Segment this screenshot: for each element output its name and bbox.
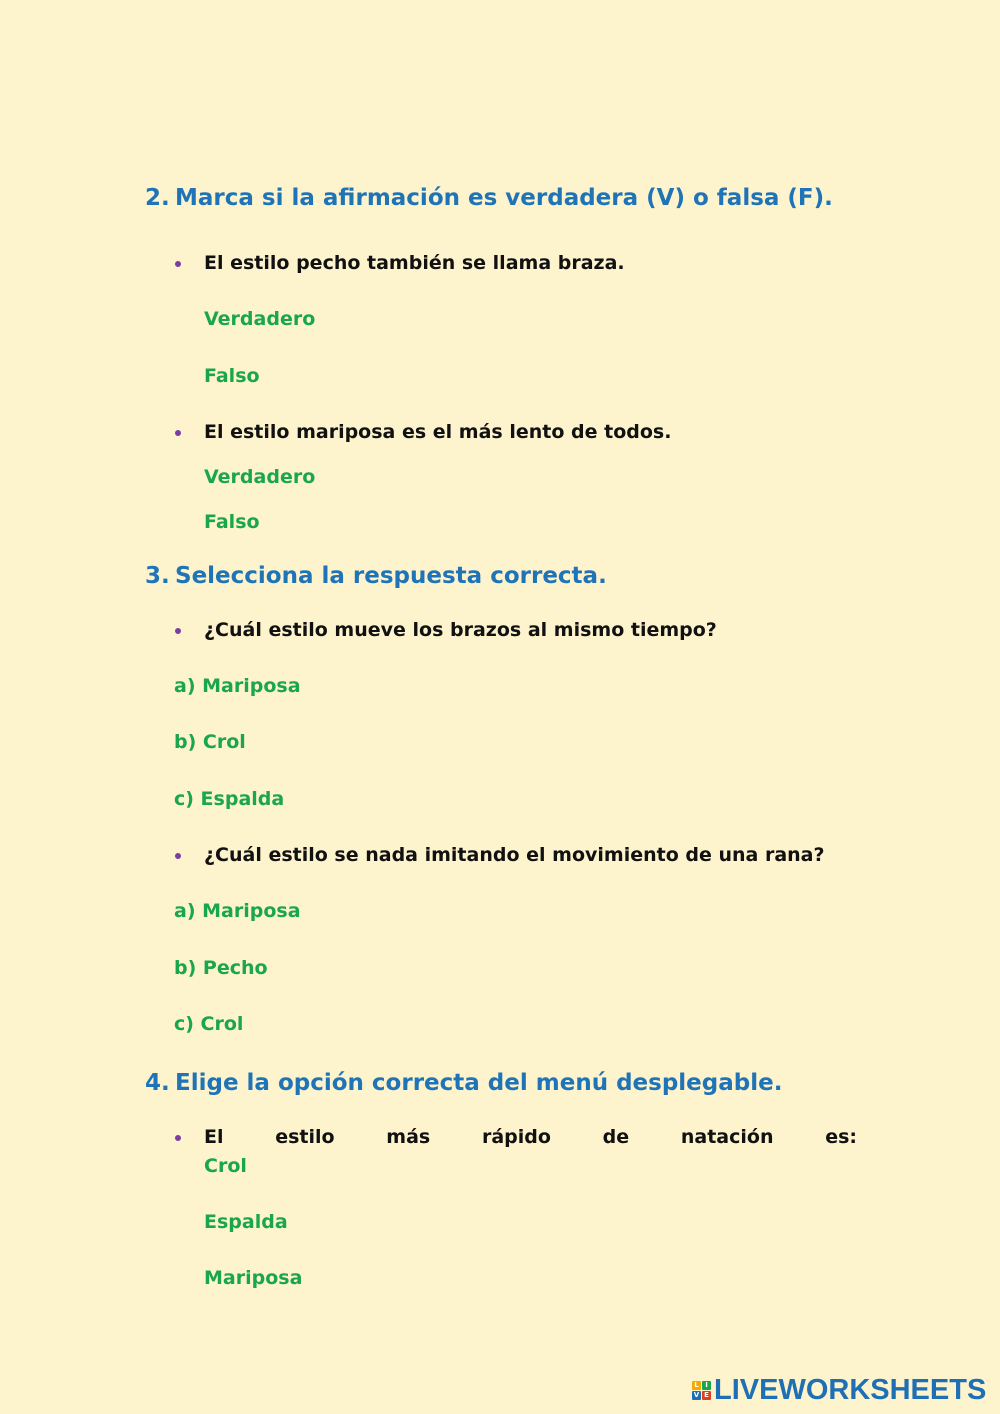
option-c[interactable]: c) Crol — [174, 1013, 244, 1035]
question-word: más — [386, 1126, 431, 1148]
option-b[interactable]: b) Pecho — [174, 957, 268, 979]
bullet-dot — [175, 1135, 181, 1141]
section-title: Elige la opción correcta del menú desplegable. — [175, 1070, 783, 1096]
dropdown-option-mariposa[interactable]: Mariposa — [204, 1267, 303, 1289]
option-a[interactable]: a) Mariposa — [174, 900, 301, 922]
option-true[interactable]: Verdadero — [204, 308, 316, 330]
question-text: ¿Cuál estilo se nada imitando el movimiento de una rana? — [204, 844, 825, 866]
option-false[interactable]: Falso — [204, 365, 260, 387]
question-text — [204, 1126, 857, 1148]
question-text: ¿Cuál estilo mueve los brazos al mismo tiempo? — [204, 619, 717, 641]
dropdown-option-crol[interactable]: Crol — [204, 1155, 247, 1177]
option-c[interactable]: c) Espalda — [174, 788, 285, 810]
bullet-dot — [175, 628, 181, 634]
dropdown-option-espalda[interactable]: Espalda — [204, 1211, 288, 1233]
brand-name: LIVEWORKSHEETS — [714, 1374, 987, 1406]
section-number: 3. — [145, 563, 170, 589]
liveworksheets-logo — [692, 1374, 986, 1407]
question-word: rápido — [481, 1126, 551, 1148]
question-word: es: — [825, 1126, 857, 1148]
option-false[interactable]: Falso — [204, 511, 260, 533]
option-a[interactable]: a) Mariposa — [174, 675, 301, 697]
section-number: 4. — [145, 1070, 170, 1096]
question-text: El estilo mariposa es el más lento de todos. — [204, 421, 672, 443]
question-text: El estilo pecho también se llama braza. — [204, 252, 625, 274]
bullet-dot — [175, 430, 181, 436]
liveworksheets-logo-icon: L I V E — [692, 1381, 711, 1400]
option-b[interactable]: b) Crol — [174, 731, 246, 753]
question-word: El — [204, 1126, 224, 1148]
bullet-dot — [175, 261, 181, 267]
section-number: 2. — [145, 185, 170, 211]
section-title: Selecciona la respuesta correcta. — [175, 563, 607, 589]
option-true[interactable]: Verdadero — [204, 466, 316, 488]
bullet-dot — [175, 853, 181, 859]
question-word: de — [602, 1126, 630, 1148]
question-word: natación — [680, 1126, 774, 1148]
section-title: Marca si la afirmación es verdadera (V) o falsa (F). — [175, 185, 833, 211]
question-word: estilo — [275, 1126, 335, 1148]
